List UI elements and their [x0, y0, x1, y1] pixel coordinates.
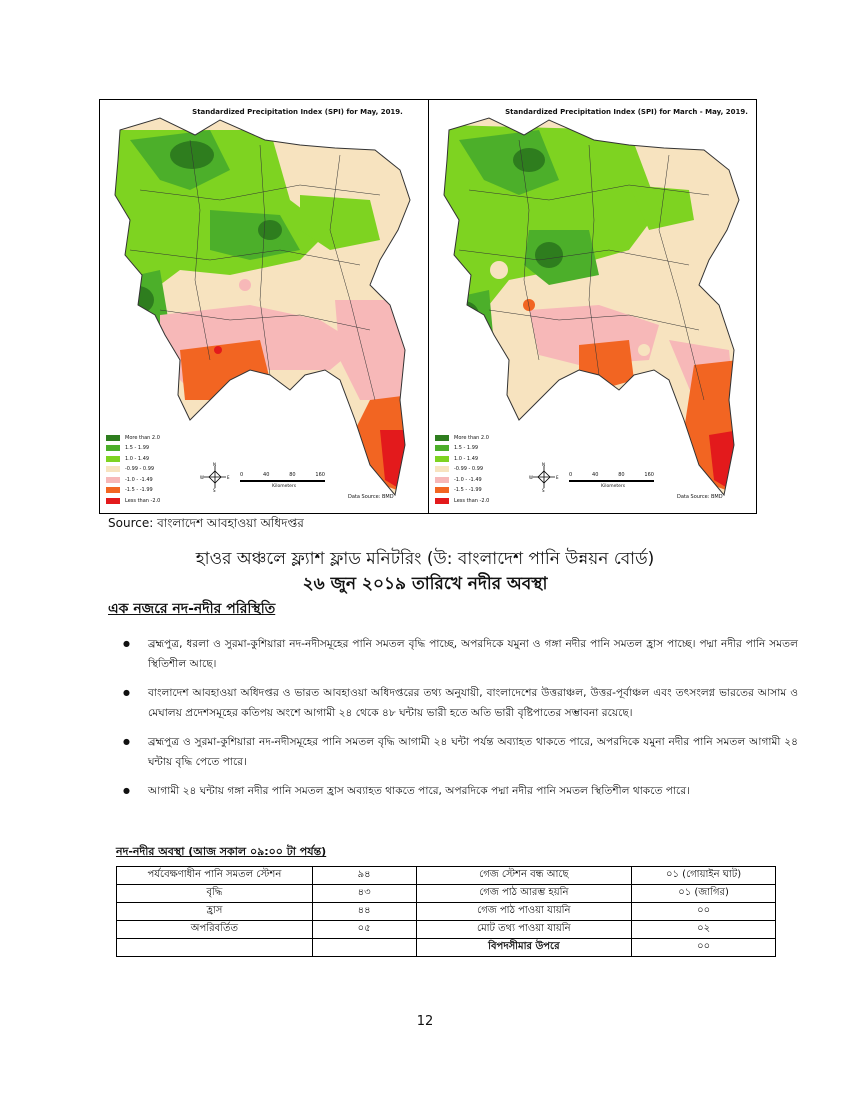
legend-swatch	[435, 456, 449, 462]
river-status-table	[116, 866, 776, 957]
scale-tick: 160	[315, 472, 325, 478]
table-cell: ০২	[632, 921, 776, 939]
legend-item	[435, 454, 505, 463]
table-cell: মোট তথ্য পাওয়া যায়নি	[416, 921, 632, 939]
table-row	[117, 867, 776, 885]
table-row	[117, 939, 776, 957]
scale-tick: 0	[240, 472, 244, 478]
table-cell: হ্রাস	[117, 903, 313, 921]
legend-label: More than 2.0	[454, 434, 489, 441]
scale-bar	[240, 472, 325, 492]
table-cell: ৪৩	[312, 885, 416, 903]
table-cell: ০১ (জাগির)	[632, 885, 776, 903]
table-cell: বিপদসীমার উপরে	[416, 939, 632, 957]
table-cell: গেজ পাঠ পাওয়া যায়নি	[416, 903, 632, 921]
map-data-source: Data Source: BMD	[677, 494, 723, 500]
legend-item	[106, 465, 176, 474]
legend-label: -1.5 - -1.99	[454, 487, 482, 493]
table-cell: ৯৪	[312, 867, 416, 885]
svg-text:E: E	[227, 475, 230, 480]
map-title: Standardized Precipitation Index (SPI) for May, 2019.	[192, 108, 403, 116]
legend-item	[106, 496, 176, 505]
table-cell: ০৫	[312, 921, 416, 939]
map-data-source: Data Source: BMD	[348, 494, 394, 500]
legend-label: More than 2.0	[125, 434, 160, 441]
scale-tick: 0	[569, 472, 573, 478]
legend-item	[435, 433, 505, 442]
legend-label: 1.0 - 1.49	[125, 455, 150, 462]
legend-swatch	[435, 435, 449, 441]
table-cell: অপরিবর্তিত	[117, 921, 313, 939]
legend-item	[106, 433, 176, 442]
table-cell: পর্যবেক্ষণাধীন পানি সমতল স্টেশন	[117, 867, 313, 885]
spi-map-may	[100, 100, 428, 513]
spi-maps-figure	[99, 99, 757, 514]
legend-swatch	[435, 487, 449, 493]
legend-label: -1.0 - -1.49	[125, 476, 153, 483]
scale-unit: Kilometers	[601, 484, 626, 489]
legend-label: 1.5 - 1.99	[454, 445, 479, 451]
legend-label: -1.0 - -1.49	[454, 476, 482, 483]
legend-swatch	[106, 435, 120, 441]
table-cell: ০০	[632, 903, 776, 921]
table-row	[117, 903, 776, 921]
svg-text:E: E	[556, 475, 559, 480]
scale-tick: 80	[289, 472, 296, 478]
legend-item	[435, 486, 505, 495]
legend-label: 1.5 - 1.99	[125, 445, 150, 451]
scale-tick: 40	[263, 472, 270, 478]
page-subtitle: ২৬ জুন ২০১৯ তারিখে নদীর অবস্থা	[302, 574, 548, 594]
scale-tick: 80	[618, 472, 625, 478]
svg-text:W: W	[529, 475, 533, 480]
scale-unit: Kilometers	[272, 484, 297, 489]
list-item: ● বাংলাদেশ আবহাওয়া অধিদপ্তর ও ভারত আবহাওয়া অধিদপ্তরের তথ্য অনুযায়ী, বাংলাদেশের উত্তরাঞ্চল, উত্তর-পূর্বাঞ্চল এবং তৎসংলগ্ন ভারতের আসাম ও মেঘালয় প্রদেশসমূহের কতিপয় অংশে আগামী ২৪ থেকে ৪৮ ঘন্টায় ভারী হতে অতি ভারী বৃষ্টিপাতের সম্ভাবনা রয়েছে।	[148, 683, 798, 723]
svg-text:S: S	[213, 488, 216, 492]
legend-label: Less than -2.0	[125, 497, 161, 504]
table-cell: ০০	[632, 939, 776, 957]
spi-map-march-may	[428, 100, 756, 513]
legend-swatch	[435, 498, 449, 504]
legend-swatch	[106, 498, 120, 504]
table-cell	[312, 939, 416, 957]
section-title: এক নজরে নদ-নদীর পরিস্থিতি	[108, 601, 276, 617]
svg-text:N: N	[213, 462, 216, 467]
legend-label: Less than -2.0	[454, 497, 490, 504]
scale-bar	[569, 472, 654, 492]
scale-tick: 40	[592, 472, 599, 478]
list-item: ● ব্রহ্মপুত্র, ধরলা ও সুরমা-কুশিয়ারা নদ-নদীসমূহের পানি সমতল বৃদ্ধি পাচ্ছে, অপরদিকে যমুনা ও গঙ্গা নদীর পানি সমতল হ্রাস পাচ্ছে। পদ্মা নদীর পানি সমতল স্থিতিশীল আছে।	[148, 634, 798, 674]
map-title: Standardized Precipitation Index (SPI) for March - May, 2019.	[505, 108, 748, 116]
compass-icon	[529, 462, 559, 492]
table-cell: গেজ স্টেশন বন্ধ আছে	[416, 867, 632, 885]
legend-item	[435, 475, 505, 484]
legend-item	[106, 486, 176, 495]
legend-label: -0.99 - 0.99	[125, 466, 155, 472]
figure-source: Source: বাংলাদেশ আবহাওয়া অধিদপ্তর	[108, 516, 304, 530]
table-cell	[117, 939, 313, 957]
page-title: হাওর অঞ্চলে ফ্ল্যাশ ফ্লাড মনিটরিং (উ: বাংলাদেশ পানি উন্নয়ন বোর্ড)	[195, 549, 655, 569]
legend-swatch	[106, 477, 120, 483]
legend-swatch	[435, 477, 449, 483]
table-cell: বৃদ্ধি	[117, 885, 313, 903]
legend-label: 1.0 - 1.49	[454, 455, 479, 462]
legend-swatch	[106, 487, 120, 493]
legend-item	[106, 475, 176, 484]
svg-text:S: S	[542, 488, 545, 492]
scale-tick: 160	[644, 472, 654, 478]
compass-icon	[200, 462, 230, 492]
table-title: নদ-নদীর অবস্থা (আজ সকাল ০৯:০০ টা পর্যন্ত)	[116, 845, 327, 858]
table-row	[117, 921, 776, 939]
map-legend	[106, 433, 176, 507]
table-row	[117, 885, 776, 903]
legend-swatch	[435, 466, 449, 472]
legend-swatch	[106, 445, 120, 451]
list-item: ● ব্রহ্মপুত্র ও সুরমা-কুশিয়ারা নদ-নদীসমূহের পানি সমতল বৃদ্ধি আগামী ২৪ ঘন্টা পর্যন্ত অব্যাহত থাকতে পারে, অপরদিকে যমুনা নদীর পানি সমতল আগামী ২৪ ঘন্টায় বৃদ্ধি পেতে পারে।	[148, 732, 798, 772]
legend-swatch	[106, 456, 120, 462]
table-cell: গেজ পাঠ আরম্ভ হয়নি	[416, 885, 632, 903]
legend-item	[435, 496, 505, 505]
svg-text:N: N	[542, 462, 545, 467]
svg-text:W: W	[200, 475, 204, 480]
list-item: ● আগামী ২৪ ঘন্টায় গঙ্গা নদীর পানি সমতল হ্রাস অব্যাহত থাকতে পারে, অপরদিকে পদ্মা নদীর পানি সমতল স্থিতিশীল থাকতে পারে।	[148, 781, 798, 801]
table-cell: ৪৪	[312, 903, 416, 921]
legend-item	[435, 444, 505, 453]
legend-item	[106, 454, 176, 463]
legend-label: -1.5 - -1.99	[125, 487, 153, 493]
legend-item	[106, 444, 176, 453]
map-legend	[435, 433, 505, 507]
table-cell: ০১ (গোয়াইন ঘাট)	[632, 867, 776, 885]
legend-label: -0.99 - 0.99	[454, 466, 484, 472]
legend-swatch	[435, 445, 449, 451]
legend-swatch	[106, 466, 120, 472]
river-situation-list	[148, 634, 798, 810]
legend-item	[435, 465, 505, 474]
page-number: 12	[416, 1014, 434, 1029]
